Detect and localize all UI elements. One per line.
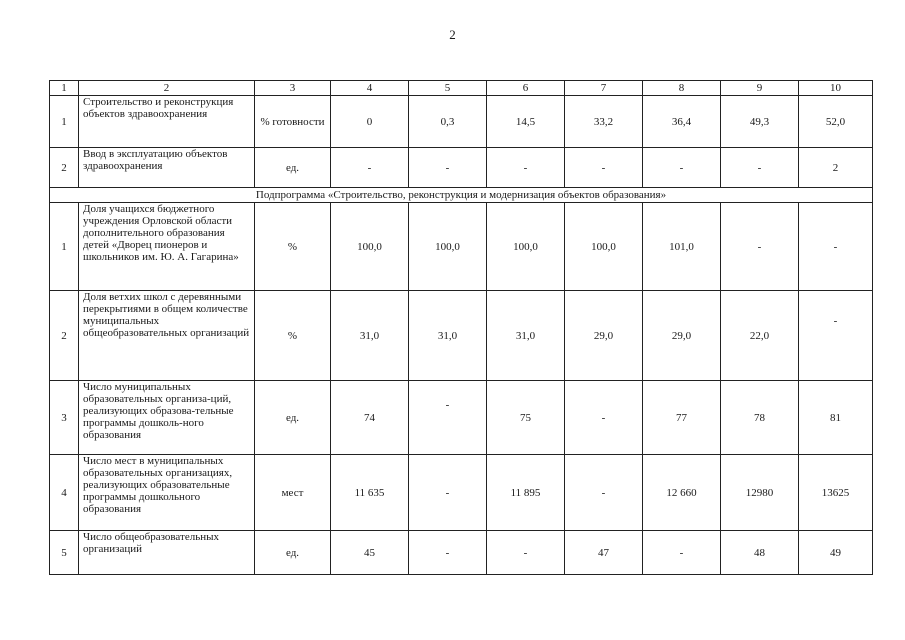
value-cell: 29,0 bbox=[643, 291, 721, 381]
table-row bbox=[50, 455, 873, 531]
value-cell: - bbox=[409, 531, 487, 575]
row-number: 1 bbox=[50, 96, 79, 148]
value-cell: 75 bbox=[487, 381, 565, 455]
indicators-table bbox=[49, 80, 873, 575]
row-number: 2 bbox=[50, 148, 79, 188]
value-cell: 100,0 bbox=[565, 203, 643, 291]
value-cell: 49 bbox=[799, 531, 873, 575]
value-cell: 100,0 bbox=[409, 203, 487, 291]
value-cell: 12980 bbox=[721, 455, 799, 531]
table-row bbox=[50, 148, 873, 188]
value-cell: - bbox=[409, 381, 487, 455]
unit-cell: % bbox=[255, 203, 331, 291]
indicator-name: Ввод в эксплуатацию объектов здравоохранения bbox=[79, 148, 255, 188]
table-row bbox=[50, 291, 873, 381]
value-cell: - bbox=[721, 148, 799, 188]
header-cell: 7 bbox=[565, 81, 643, 96]
value-cell: 101,0 bbox=[643, 203, 721, 291]
header-cell: 6 bbox=[487, 81, 565, 96]
table-row bbox=[50, 203, 873, 291]
row-number: 4 bbox=[50, 455, 79, 531]
value-cell: 81 bbox=[799, 381, 873, 455]
unit-cell: % готовности bbox=[255, 96, 331, 148]
value-cell: 45 bbox=[331, 531, 409, 575]
value-cell: - bbox=[643, 531, 721, 575]
value-cell: 74 bbox=[331, 381, 409, 455]
row-number: 3 bbox=[50, 381, 79, 455]
value-cell: 13625 bbox=[799, 455, 873, 531]
value-cell: - bbox=[565, 381, 643, 455]
value-cell: 22,0 bbox=[721, 291, 799, 381]
unit-cell: ед. bbox=[255, 531, 331, 575]
value-cell: - bbox=[487, 531, 565, 575]
value-cell: - bbox=[409, 455, 487, 531]
row-number: 2 bbox=[50, 291, 79, 381]
table-row bbox=[50, 531, 873, 575]
value-cell: - bbox=[565, 148, 643, 188]
indicator-name: Доля учащихся бюджетного учреждения Орловской области дополнительного образования детей «Дворец пионеров и школьников им. Ю. А. Гагарина» bbox=[79, 203, 255, 291]
row-number: 5 bbox=[50, 531, 79, 575]
unit-cell: % bbox=[255, 291, 331, 381]
header-cell: 9 bbox=[721, 81, 799, 96]
subprogram-title: Подпрограмма «Строительство, реконструкция и модернизация объектов образования» bbox=[50, 188, 873, 203]
value-cell: 47 bbox=[565, 531, 643, 575]
value-cell: 11 635 bbox=[331, 455, 409, 531]
header-cell: 3 bbox=[255, 81, 331, 96]
header-row bbox=[50, 81, 873, 96]
value-cell: 78 bbox=[721, 381, 799, 455]
value-cell: - bbox=[799, 203, 873, 291]
value-cell: - bbox=[331, 148, 409, 188]
indicator-name: Число общеобразовательных организаций bbox=[79, 531, 255, 575]
value-cell: - bbox=[565, 455, 643, 531]
indicator-name: Доля ветхих школ с деревянными перекрытиями в общем количестве муниципальных общеобразовательных организаций bbox=[79, 291, 255, 381]
value-cell: - bbox=[721, 203, 799, 291]
value-cell: 2 bbox=[799, 148, 873, 188]
value-cell: 77 bbox=[643, 381, 721, 455]
table-row bbox=[50, 96, 873, 148]
unit-cell: мест bbox=[255, 455, 331, 531]
unit-cell: ед. bbox=[255, 381, 331, 455]
header-cell: 1 bbox=[50, 81, 79, 96]
value-cell: 31,0 bbox=[487, 291, 565, 381]
unit-cell: ед. bbox=[255, 148, 331, 188]
value-cell: - bbox=[409, 148, 487, 188]
value-cell: 100,0 bbox=[487, 203, 565, 291]
value-cell: 29,0 bbox=[565, 291, 643, 381]
indicator-name: Число муниципальных образовательных организа-ций, реализующих образова-тельные программы дошколь-ного образования bbox=[79, 381, 255, 455]
value-cell: - bbox=[643, 148, 721, 188]
value-cell: - bbox=[799, 291, 873, 381]
value-cell: 12 660 bbox=[643, 455, 721, 531]
header-cell: 2 bbox=[79, 81, 255, 96]
value-cell: 36,4 bbox=[643, 96, 721, 148]
subprogram-row bbox=[50, 188, 873, 203]
indicator-name: Строительство и реконструкция объектов здравоохранения bbox=[79, 96, 255, 148]
header-cell: 10 bbox=[799, 81, 873, 96]
value-cell: 0 bbox=[331, 96, 409, 148]
table-row bbox=[50, 381, 873, 455]
header-cell: 5 bbox=[409, 81, 487, 96]
value-cell: 49,3 bbox=[721, 96, 799, 148]
value-cell: - bbox=[487, 148, 565, 188]
value-cell: 52,0 bbox=[799, 96, 873, 148]
header-cell: 4 bbox=[331, 81, 409, 96]
indicator-name: Число мест в муниципальных образовательных организациях, реализующих образовательные программы дошкольного образования bbox=[79, 455, 255, 531]
row-number: 1 bbox=[50, 203, 79, 291]
value-cell: 11 895 bbox=[487, 455, 565, 531]
header-cell: 8 bbox=[643, 81, 721, 96]
value-cell: 48 bbox=[721, 531, 799, 575]
value-cell: 31,0 bbox=[409, 291, 487, 381]
value-cell: 33,2 bbox=[565, 96, 643, 148]
value-cell: 0,3 bbox=[409, 96, 487, 148]
value-cell: 31,0 bbox=[331, 291, 409, 381]
value-cell: 100,0 bbox=[331, 203, 409, 291]
value-cell: 14,5 bbox=[487, 96, 565, 148]
page-number: 2 bbox=[449, 27, 456, 42]
